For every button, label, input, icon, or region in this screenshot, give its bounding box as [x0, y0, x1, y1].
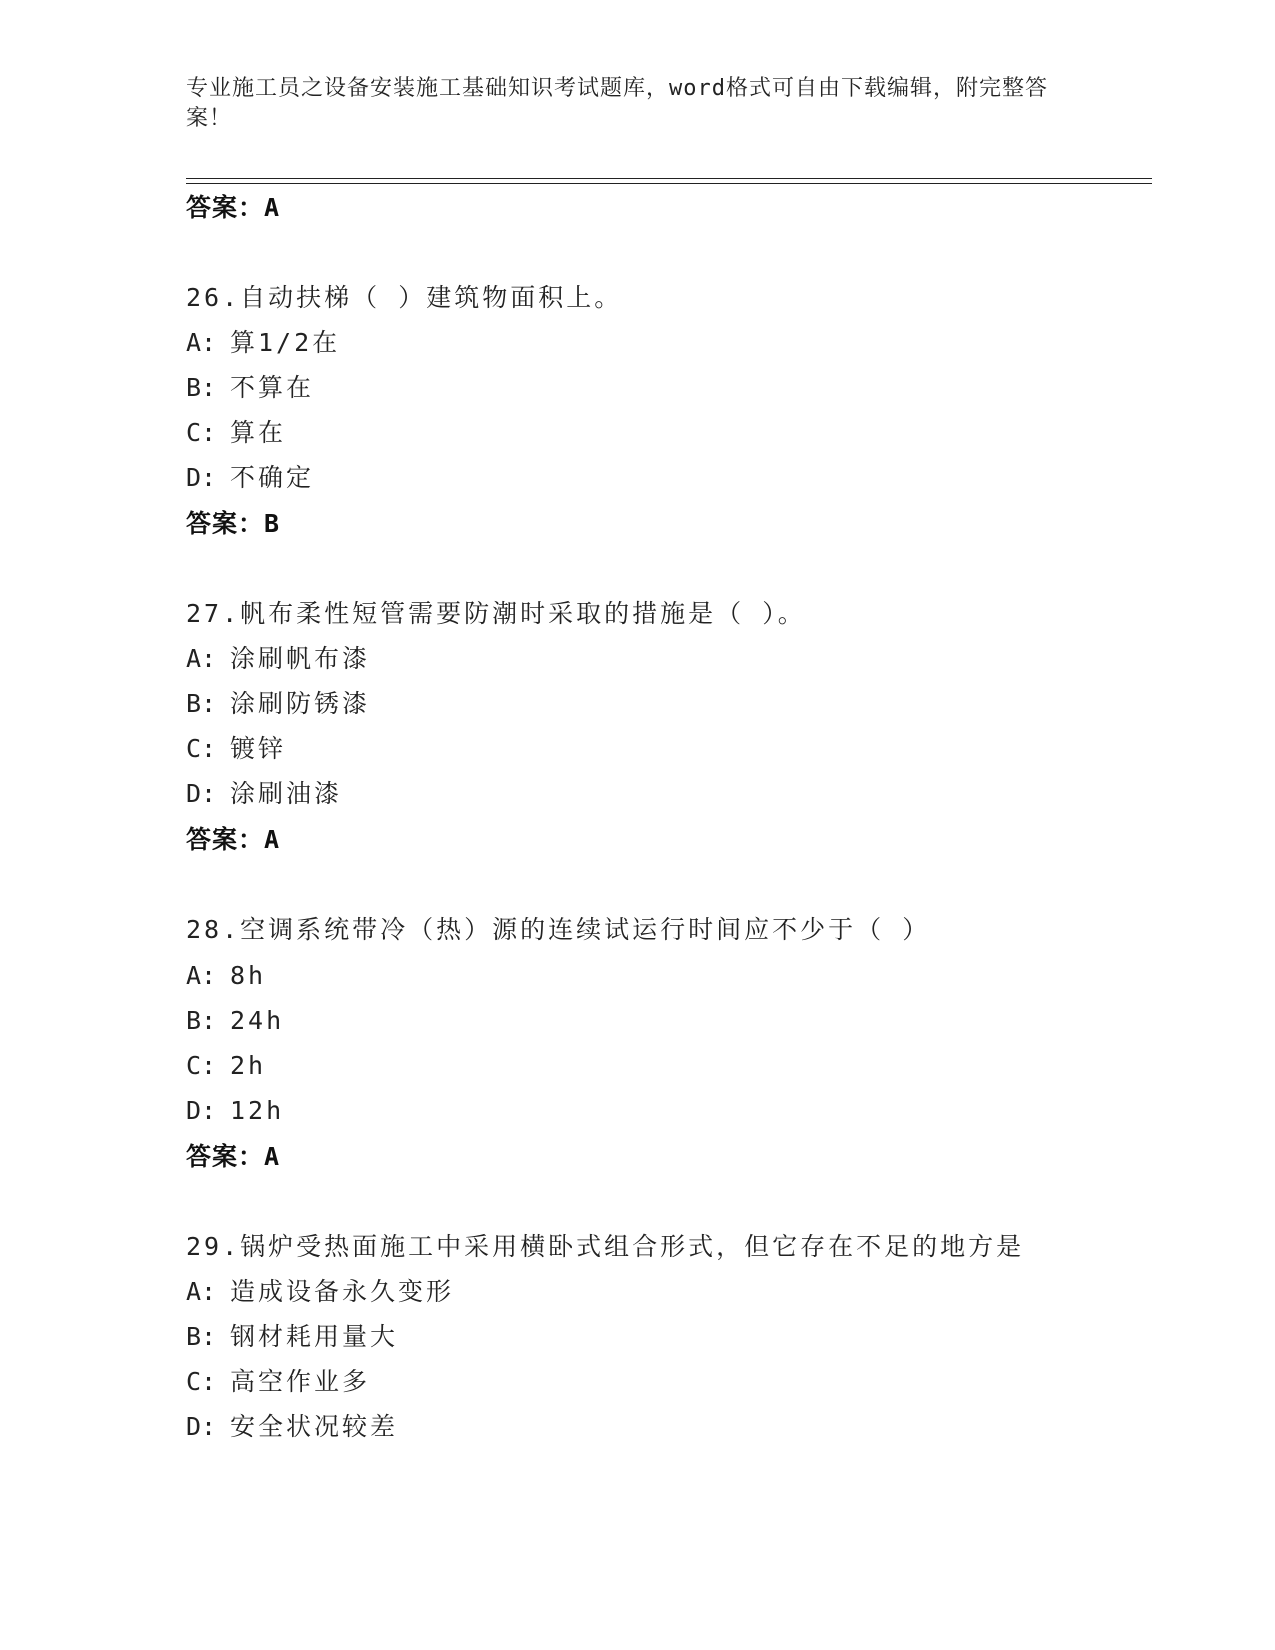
option-key: B: — [186, 1006, 217, 1035]
document-header: 专业施工员之设备安装施工基础知识考试题库，word格式可自由下载编辑，附完整答案！ — [186, 76, 1048, 131]
answer-separator: ： — [238, 193, 265, 222]
option-key: C: — [186, 1051, 217, 1080]
answer-separator: ： — [238, 509, 265, 538]
option-text: 造成设备永久变形 — [230, 1277, 455, 1306]
option-text: 12h — [230, 1096, 285, 1125]
option-text: 钢材耗用量大 — [230, 1322, 399, 1351]
answer-line — [186, 1141, 280, 1173]
answer-line — [186, 508, 280, 540]
option-text: 算1/2在 — [230, 328, 341, 357]
option-d — [186, 1411, 398, 1443]
option-text: 算在 — [230, 418, 287, 447]
option-a — [186, 960, 266, 992]
answer-value: A — [264, 825, 281, 854]
answer-label: 答案 — [186, 509, 239, 538]
option-text: 不确定 — [230, 463, 315, 492]
option-text: 涂刷帆布漆 — [230, 644, 371, 673]
option-c — [186, 1366, 370, 1398]
option-key: D: — [186, 463, 217, 492]
header-divider-top — [186, 178, 1152, 179]
option-c — [186, 1050, 266, 1082]
answer-value: A — [264, 193, 281, 222]
answer-separator: ： — [238, 825, 265, 854]
option-a — [186, 643, 370, 675]
option-a — [186, 1276, 454, 1308]
option-text: 高空作业多 — [230, 1367, 371, 1396]
option-d — [186, 778, 342, 810]
answer-line — [186, 824, 280, 856]
answer-value: A — [264, 1142, 281, 1171]
option-key: A: — [186, 328, 217, 357]
option-text: 安全状况较差 — [230, 1412, 399, 1441]
option-key: B: — [186, 689, 217, 718]
question-text: 29.锅炉受热面施工中采用横卧式组合形式，但它存在不足的地方是 — [186, 1232, 1025, 1261]
option-b — [186, 1005, 284, 1037]
question-text: 27.帆布柔性短管需要防潮时采取的措施是（ ）。 — [186, 599, 806, 628]
option-key: C: — [186, 734, 217, 763]
option-b — [186, 1321, 398, 1353]
answer-line — [186, 192, 280, 224]
answer-value: B — [264, 509, 281, 538]
question-text: 28.空调系统带冷（热）源的连续试运行时间应不少于（ ） — [186, 915, 931, 944]
option-key: D: — [186, 779, 217, 808]
option-key: A: — [186, 961, 217, 990]
option-key: C: — [186, 418, 217, 447]
option-text: 涂刷防锈漆 — [230, 689, 371, 718]
option-key: C: — [186, 1367, 217, 1396]
option-text: 涂刷油漆 — [230, 779, 343, 808]
option-b — [186, 372, 314, 404]
answer-label: 答案 — [186, 1142, 239, 1171]
answer-label: 答案 — [186, 825, 239, 854]
option-c — [186, 417, 286, 449]
option-text: 不算在 — [230, 373, 315, 402]
option-d — [186, 462, 314, 494]
option-d — [186, 1095, 284, 1127]
option-text: 镀锌 — [230, 734, 287, 763]
answer-label: 答案 — [186, 193, 239, 222]
option-text: 24h — [230, 1006, 285, 1035]
option-key: A: — [186, 644, 217, 673]
header-divider-bottom — [186, 183, 1152, 184]
option-c — [186, 733, 286, 765]
option-a — [186, 327, 340, 359]
option-text: 2h — [230, 1051, 267, 1080]
question-text: 26.自动扶梯（ ）建筑物面积上。 — [186, 283, 623, 312]
option-key: B: — [186, 373, 217, 402]
option-key: D: — [186, 1412, 217, 1441]
option-key: D: — [186, 1096, 217, 1125]
answer-separator: ： — [238, 1142, 265, 1171]
option-key: A: — [186, 1277, 217, 1306]
option-text: 8h — [230, 961, 267, 990]
option-b — [186, 688, 370, 720]
option-key: B: — [186, 1322, 217, 1351]
